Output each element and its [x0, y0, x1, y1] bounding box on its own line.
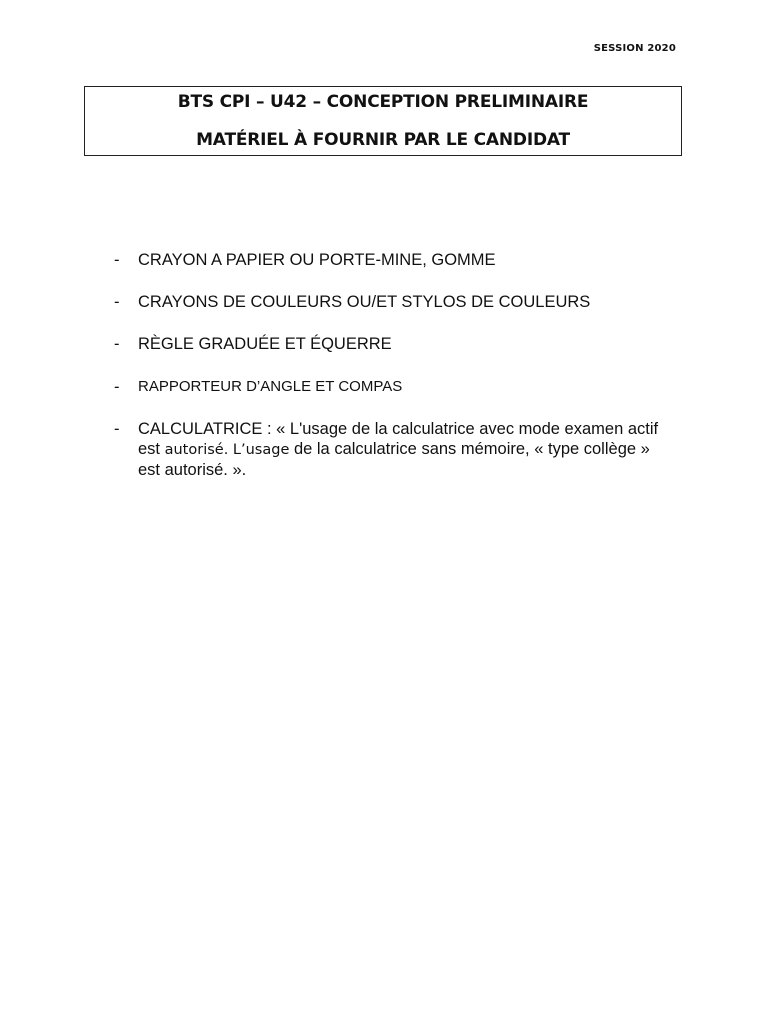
list-item: [114, 334, 674, 354]
list-item: [114, 250, 674, 270]
session-label: SESSION 2020: [593, 43, 676, 54]
calculator-rule-text: [138, 419, 674, 480]
list-bullet: -: [114, 293, 120, 311]
list-item: [114, 292, 674, 312]
list-item-text: CRAYON A PAPIER OU PORTE-MINE, GOMME: [138, 251, 496, 269]
list-bullet: -: [114, 335, 120, 353]
list-bullet: -: [114, 420, 120, 438]
list-item: [114, 419, 674, 480]
list-item-text: CRAYONS DE COULEURS OU/ET STYLOS DE COULEURS: [138, 293, 591, 311]
calculator-rule-part1: CALCULATRICE : « L'usage de la calculatrice avec mode examen actif est: [138, 420, 659, 458]
calculator-rule-emphasis: autorisé. L’usage: [164, 442, 290, 458]
material-title: MATÉRIEL À FOURNIR PAR LE CANDIDAT: [196, 130, 570, 150]
list-item-text: RAPPORTEUR D’ANGLE ET COMPAS: [138, 378, 403, 395]
title-box: [84, 86, 682, 156]
list-bullet: -: [114, 251, 120, 269]
exam-title: BTS CPI – U42 – CONCEPTION PRELIMINAIRE: [177, 92, 589, 112]
list-bullet: -: [114, 378, 120, 396]
list-item-text: RÈGLE GRADUÉE ET ÉQUERRE: [138, 335, 392, 353]
calculator-rule-part3: de la calculatrice sans mémoire, « type collège » est autorisé. ».: [138, 440, 650, 479]
list-item: [114, 377, 674, 397]
